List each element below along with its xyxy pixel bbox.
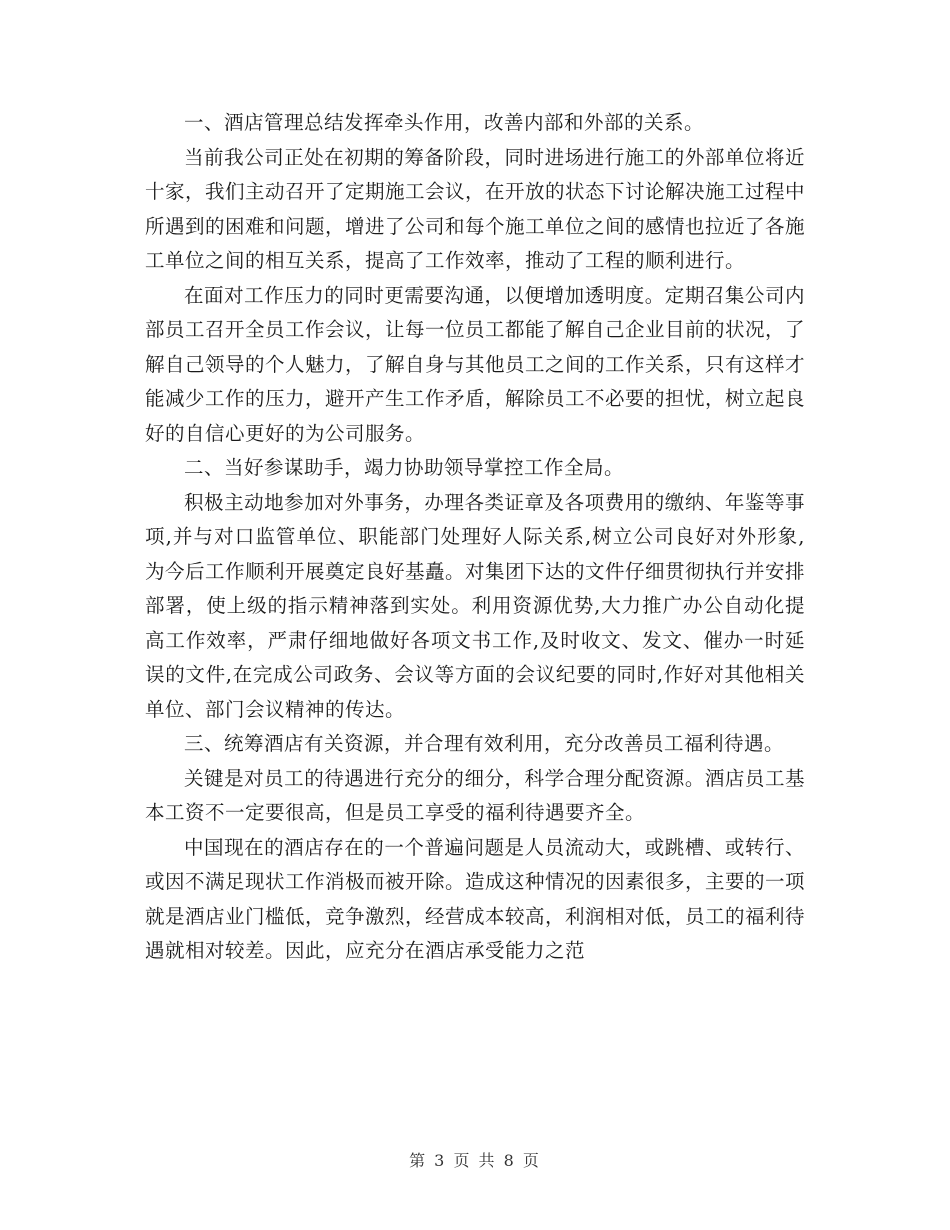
page-number-footer: 第 3 页 共 8 页 (409, 1151, 541, 1170)
paragraph: 当前我公司正处在初期的筹备阶段，同时进场进行施工的外部单位将近十家，我们主动召开了定期施工会议，在开放的状态下讨论解决施工过程中所遇到的困难和问题，增进了公司和每个施工单位之间的感情也拉近了各施工单位之间的相互关系，提高了工作效率，推动了工程的顺利进行。 (145, 145, 806, 272)
paragraph: 中国现在的酒店存在的一个普遍问题是人员流动大，或跳槽、或转行、或因不满足现状工作消极而被开除。造成这种情况的因素很多，主要的一项就是酒店业门槛低，竞争激烈，经营成本较高，利润相对低，员工的福利待遇就相对较差。因此，应充分在酒店承受能力之范 (145, 835, 806, 962)
section-heading-3: 三、统筹酒店有关资源，并合理有效利用，充分改善员工福利待遇。 (184, 732, 785, 755)
paragraph: 在面对工作压力的同时更需要沟通，以便增加透明度。定期召集公司内部员工召开全员工作会议，让每一位员工都能了解自己企业目前的状况，了解自己领导的个人魅力，了解自身与其他员工之间的工作关系，只有这样才能减少工作的压力，避开产生工作矛盾，解除员工不必要的担忧，树立起良好的自信心更好的为公司服务。 (145, 283, 806, 445)
document-body (145, 106, 805, 969)
section-heading-1: 一、酒店管理总结发挥牵头作用，改善内部和外部的关系。 (184, 111, 705, 134)
paragraph: 关键是对员工的待遇进行充分的细分，科学合理分配资源。酒店员工基本工资不一定要很高，但是员工享受的福利待遇要齐全。 (145, 766, 805, 824)
paragraph: 积极主动地参加对外事务，办理各类证章及各项费用的缴纳、年鉴等事项,并与对口监管单位、职能部门处理好人际关系,树立公司良好对外形象,为今后工作顺利开展奠定良好基矗。对集团下达的文件仔细贯彻执行并安排部署，使上级的指示精神落到实处。利用资源优势,大力推广办公自动化提高工作效率，严肃仔细地做好各项文书工作,及时收文、发文、催办一时延误的文件,在完成公司政务、会议等方面的会议纪要的同时,作好对其他相关单位、部门会议精神的传达。 (145, 490, 806, 721)
section-heading-2: 二、当好参谋助手，竭力协助领导掌控工作全局。 (184, 456, 625, 479)
